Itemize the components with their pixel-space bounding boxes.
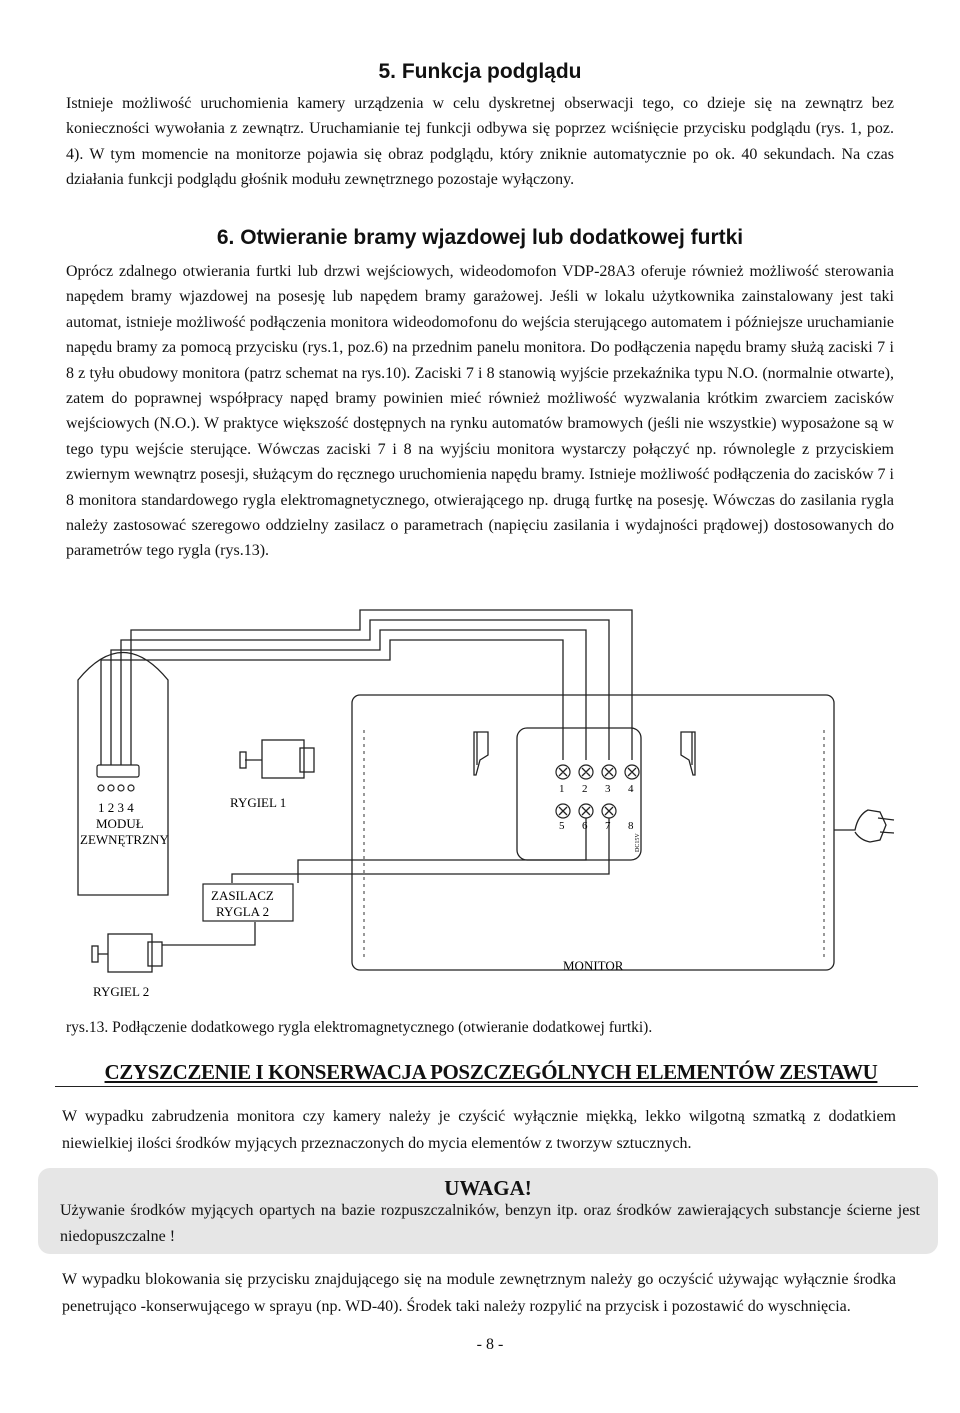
warning-title: UWAGA!: [444, 1176, 532, 1200]
power-adapter: [834, 810, 886, 842]
wire-lock2-a: [298, 805, 586, 883]
wire-psu-to-lock2: [162, 922, 255, 945]
wire-4: [131, 610, 632, 768]
terminal-label-2: 2: [582, 783, 588, 795]
cleaning-text-2: W wypadku blokowania się przycisku znajdującego się na module zewnętrznym należy go oczyścić używając wyłącznie środka penetrująco -konserwującego w sprayu (np. WD-40). Środek taki należy rozpylić na przycisk i pozostawić do wyschnięcia.: [62, 1271, 896, 1315]
module-terminal-numbers: 1 2 3 4: [98, 800, 134, 815]
terminal-label-6: 6: [582, 820, 588, 832]
zasilacz-label-line1: ZASILACZ: [211, 888, 274, 903]
rygiel-1-lock: [262, 740, 304, 778]
terminal-label-4: 4: [628, 783, 634, 795]
terminal-label-3: 3: [605, 783, 611, 795]
cleaning-text-1: W wypadku zabrudzenia monitora czy kamery należy je czyścić wyłącznie miękką, lekko wilgotną szmatką z dodatkiem niewielkiej ilości środków myjących przeznaczonych do mycia elementów z tworzyw sztucznych.: [62, 1108, 896, 1152]
terminal-label-8: 8: [628, 820, 634, 832]
monitor-terminal-block: [517, 728, 641, 860]
module-label-line2: ZEWNĘTRZNY: [80, 832, 169, 847]
monitor-label: MONITOR: [563, 958, 624, 973]
rygiel-2-label: RYGIEL 2: [93, 984, 150, 999]
warning-text: Używanie środków myjących opartych na bazie rozpuszczalników, benzyn itp. oraz środków zawierających substancje ścierne jest niedopuszczalne !: [60, 1202, 920, 1245]
section-5-text: Istnieje możliwość uruchomienia kamery urządzenia w celu dyskretnej obserwacji tego, co dzieje się na zewnątrz bez konieczności wywołania z zewnątrz. Uruchamianie tej funkcji odbywa się poprzez wciśnięcie przycisku podglądu (rys. 1, poz. 4). W tym momencie na monitorze pojawia się obraz podglądu, który zniknie automatycznie po ok. 40 sekundach. Na czas działania funkcji podglądu głośnik modułu zewnętrznego pozostaje wyłączony.: [66, 95, 894, 189]
terminal-label-7: 7: [605, 820, 611, 832]
title-underline: [55, 1086, 918, 1087]
page-number: - 8 -: [476, 1336, 504, 1353]
terminal-label-5: 5: [559, 820, 565, 832]
terminal-label-1: 1: [559, 783, 565, 795]
zasilacz-label-line2: RYGLA 2: [216, 904, 270, 919]
figure-caption: rys.13. Podłączenie dodatkowego rygla elektromagnetycznego (otwieranie dodatkowej furtki).: [66, 1019, 653, 1036]
wire-2: [111, 630, 586, 768]
dc-label: DC15V: [635, 833, 641, 852]
module-label-line1: MODUŁ: [96, 816, 144, 831]
cleaning-title: CZYSZCZENIE I KONSERWACJA POSZCZEGÓLNYCH ELEMENTÓW ZESTAWU: [104, 1060, 878, 1084]
section-6-title: 6. Otwieranie bramy wjazdowej lub dodatkowej furtki: [216, 226, 744, 249]
wire-lock2-b: [232, 805, 609, 883]
monitor-housing: [352, 695, 834, 970]
rygiel-2-lock: [108, 934, 152, 972]
wire-1: [101, 640, 563, 768]
warning-box: [38, 1168, 938, 1254]
section-5-title: 5. Funkcja podglądu: [378, 60, 582, 83]
rygiel-1-label: RYGIEL 1: [230, 795, 287, 810]
section-6-text: Oprócz zdalnego otwierania furtki lub drzwi wejściowych, wideodomofon VDP-28A3 oferuje również możliwość sterowania napędem bramy wjazdowej na posesję lub napędem bramy garażowej. Jeśli w lokalu użytkownika zainstalowany jest taki automat, istnieje możliwość podłączenia monitora wideodomofonu do wejścia sterującego automatem i późniejsze uruchamianie napędu bramy za pomocą przycisku (rys.1, poz.6) na przednim panelu monitora. Do podłączenia napędu bramy służą zaciski 7 i 8 z tyłu obudowy monitora (patrz schemat na rys.10). Zaciski 7 i 8 stanowią wyjście przekaźnika typu N.O. (normalnie otwarte), zatem do poprawnej współpracy napęd bramy powinien mieć również możliwość wyzwalania krótkim zwarciem zacisków wejściowych (N.O.). W praktyce większość dostępnych na rynku automatów bramowych (jeśli nie wszystkie) wyposażone są w tego typu wejście sterujące. Wówczas zaciski 7 i 8 na wyjściu monitora wystarczy połączyć np. równolegle z przyciskiem zwiernym wewnątrz posesji, służącym do ręcznego uruchomienia napędu bramy. Istnieje możliwość podłączenia do zacisków 7 i 8 monitora standardowego rygla elektromagnetycznego, otwierającego np. drugą furtkę na posesję. Wówczas do zasilania rygla należy zastosować szeregowo oddzielny zasilacz o parametrach (napięciu zasilania i wydajności prądowej) dostosowanych do parametrów tego rygla (rys.13).: [66, 263, 894, 560]
wire-3: [121, 620, 609, 768]
